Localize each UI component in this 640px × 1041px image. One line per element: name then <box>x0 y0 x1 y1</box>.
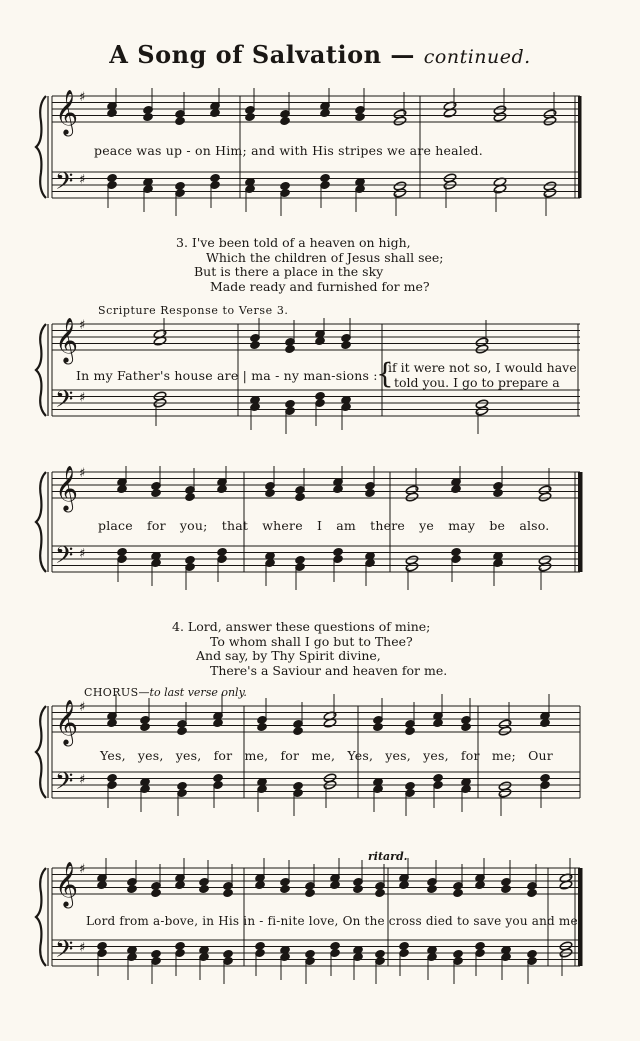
sys1-treble-notes <box>107 88 557 126</box>
chorus-label-text: CHORUS <box>84 686 139 699</box>
sys4-key-sharp-bass: ♯ <box>79 772 86 788</box>
sys2-key-sharp-treble: ♯ <box>79 318 86 333</box>
sys5-key-sharp-bass: ♯ <box>79 940 86 956</box>
sys4-brace <box>36 706 46 798</box>
page-title <box>0 40 640 69</box>
verse-3 <box>176 236 444 294</box>
sys3-brace <box>36 472 46 572</box>
lyrics-system-2-left: In my Father's house are | ma - ny man-sions : <box>76 368 378 383</box>
lyrics-system-1: peace was up - on Him; and with His stripes we are healed. <box>94 143 483 158</box>
sys5-bass-clef: 𝄢 <box>55 934 74 969</box>
title-main: A Song of Salvation <box>109 40 382 69</box>
verse-4-line-3: And say, by Thy Spirit divine, <box>196 648 381 663</box>
sys5-brace <box>36 868 46 966</box>
sys2-bass-clef: 𝄢 <box>55 384 74 419</box>
title-continued: continued. <box>423 46 531 68</box>
sys3-treble-clef: 𝄞 <box>55 466 79 511</box>
sys3-bass-staff <box>52 546 580 572</box>
sys5-bass-notes <box>97 941 573 984</box>
lyrics-system-2-right-1: if it were not so, I would have <box>388 360 577 375</box>
lyrics-system-2-right <box>388 360 577 390</box>
sys3-key-sharp-bass: ♯ <box>79 546 86 562</box>
verse-3-line-3: But is there a place in the sky <box>194 264 384 279</box>
sys2-bass-notes <box>153 391 489 434</box>
music-system-4 <box>0 690 640 840</box>
verse-4-line-4: There's a Saviour and heaven for me. <box>210 662 448 678</box>
sys2-key-sharp-bass: ♯ <box>79 390 86 406</box>
sys4-treble-notes <box>107 694 551 736</box>
lyrics-system-2-right-2: told you. I go to prepare a <box>394 375 560 390</box>
tempo-marking: ritard. <box>368 850 408 863</box>
music-system-1 <box>0 88 640 218</box>
verse-3-line-2: Which the children of Jesus shall see; <box>206 249 444 265</box>
music-system-3 <box>0 466 640 596</box>
verse-4-line-1: 4. Lord, answer these questions of mine; <box>172 619 431 634</box>
sys1-key-sharp-bass: ♯ <box>79 172 86 188</box>
sys2-treble-notes <box>153 318 489 354</box>
lyrics-system-4: Yes, yes, yes, for me, for me, Yes, yes, yes, for me; Our <box>100 748 553 763</box>
lyrics-system-5: Lord from a-bove, in His in - fi-nite love, On the cross died to save you and me. <box>86 914 582 928</box>
sys5-treble-clef: 𝄞 <box>55 862 79 907</box>
title-dash: — <box>381 40 424 69</box>
sys3-final-barline-thick <box>578 472 582 572</box>
sys1-final-barline-thick <box>578 96 582 198</box>
verse-4 <box>172 620 447 678</box>
music-staves-4 <box>0 690 640 840</box>
sys3-key-sharp-treble: ♯ <box>79 466 86 481</box>
sys4-treble-clef: 𝄞 <box>55 700 79 745</box>
verse-3-line-4: Made ready and furnished for me? <box>210 278 430 294</box>
chorus-label-note: —to last verse only. <box>138 686 247 699</box>
sys2-treble-staff <box>52 324 580 350</box>
verse-3-line-1: 3. I've been told of a heaven on high, <box>176 235 411 250</box>
sys5-treble-notes <box>97 858 573 898</box>
lyric-brace: { <box>376 357 394 390</box>
sys3-bass-clef: 𝄢 <box>55 540 74 575</box>
sys1-key-sharp-treble: ♯ <box>79 90 86 105</box>
sys4-bass-notes <box>107 773 551 816</box>
sys3-treble-notes <box>117 466 552 502</box>
sys3-bass-notes <box>117 547 552 590</box>
sys1-treble-staff <box>52 96 580 122</box>
lyrics-system-3: place for you; that where I am there ye may be also. <box>98 518 550 533</box>
sys5-key-sharp-treble: ♯ <box>79 862 86 877</box>
music-system-2 <box>0 318 640 440</box>
sys4-bass-clef: 𝄢 <box>55 766 74 801</box>
sys1-treble-clef: 𝄞 <box>55 90 79 135</box>
sys2-brace <box>36 324 46 416</box>
scripture-response-label: Scripture Response to Verse 3. <box>98 304 289 317</box>
sys1-bass-clef: 𝄢 <box>55 166 74 201</box>
sys1-brace <box>36 96 46 198</box>
verse-4-line-2: To whom shall I go but to Thee? <box>210 633 413 649</box>
sys1-bass-notes <box>107 173 557 216</box>
sys2-treble-clef: 𝄞 <box>55 318 79 363</box>
sys4-key-sharp-treble: ♯ <box>79 700 86 715</box>
music-system-5 <box>0 858 640 993</box>
